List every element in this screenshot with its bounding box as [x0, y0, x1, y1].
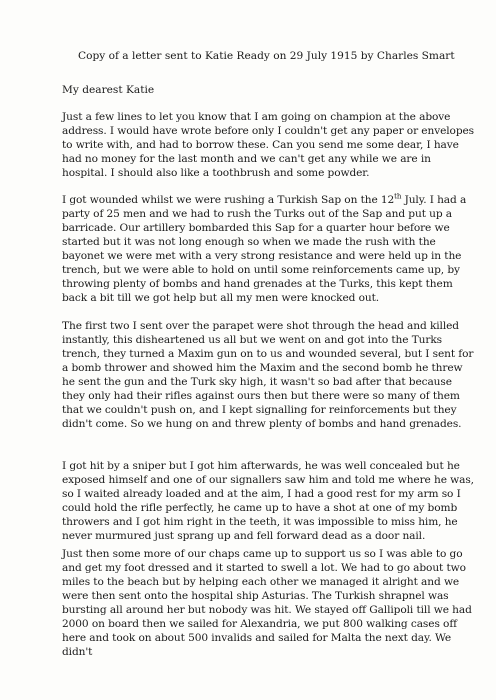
ordinal-suffix: th [394, 192, 402, 201]
paragraph-3: The first two I sent over the parapet were shot through the head and killed instantly, this disheartened us all but we went on and got into the Turks trench, they turned a Maxim gun on to us and wounded several, but I sent for a bomb thrower and showed him the Maxim and the second bomb he threw he sent the gun and the Turk sky high, it wasn't so bad after that because they only had their rifles against ours then but there were so many of them that we couldn't push on, and I kept signalling for reinforcements but they didn't come. So we hung on and threw plenty of bombs and hand grenades. [62, 320, 474, 430]
paragraph-2-rest: July. I had a party of 25 men and we had to rush the Turks out of the Sap and put up a barricade. Our artillery bombarded this Sap for a quarter hour before we started but it was not long enough so when we made the rush with the bayonet we were met with a very strong resistance and were held up in the trench, but we were able to hold on until some reinforcements came up, by throwing plenty of bombs and hand grenades at the Turks, this kept them back a bit till we got help but all my men were knocked out. [62, 194, 467, 304]
document-title: Copy of a letter sent to Katie Ready on 29 July 1915 by Charles Smart [78, 50, 455, 62]
salutation: My dearest Katie [62, 84, 155, 96]
paragraph-2-start: I got wounded whilst we were rushing a Turkish Sap on the 12 [62, 194, 395, 206]
paragraph-4: I got hit by a sniper but I got him afterwards, he was well concealed but he exposed himself and one of our signallers saw him and told me where he was, so I waited already loaded and at the aim, I had a good rest for my arm so I could hold the rifle perfectly, he came up to have a shot at one of my bomb throwers and I got him right in the teeth, it was impossible to miss him, he never murmured just sprang up and fell forward dead as a door nail. [62, 460, 474, 542]
paragraph-2 [62, 193, 478, 305]
paragraph-1: Just a few lines to let you know that I am going on champion at the above address. I would have wrote before only I couldn't get any paper or envelopes to write with, and had to borrow these. Can you send me some dear, I have had no money for the last month and we can't get any while we are in hospital. I should also like a toothbrush and some powder. [62, 111, 475, 179]
paragraph-5: Just then some more of our chaps came up to support us so I was able to go and get my foot dressed and it started to swell a lot. We had to go about two miles to the beach but by helping each other we managed it alright and we were then sent onto the hospital ship Asturias. The Turkish shrapnel was bursting all around her but nobody was hit. We stayed off Gallipoli till we had 2000 on board then we sailed for Alexandria, we put 800 walking cases off here and took on about 500 invalids and sailed for Malta the next day. We didn't [62, 548, 472, 658]
